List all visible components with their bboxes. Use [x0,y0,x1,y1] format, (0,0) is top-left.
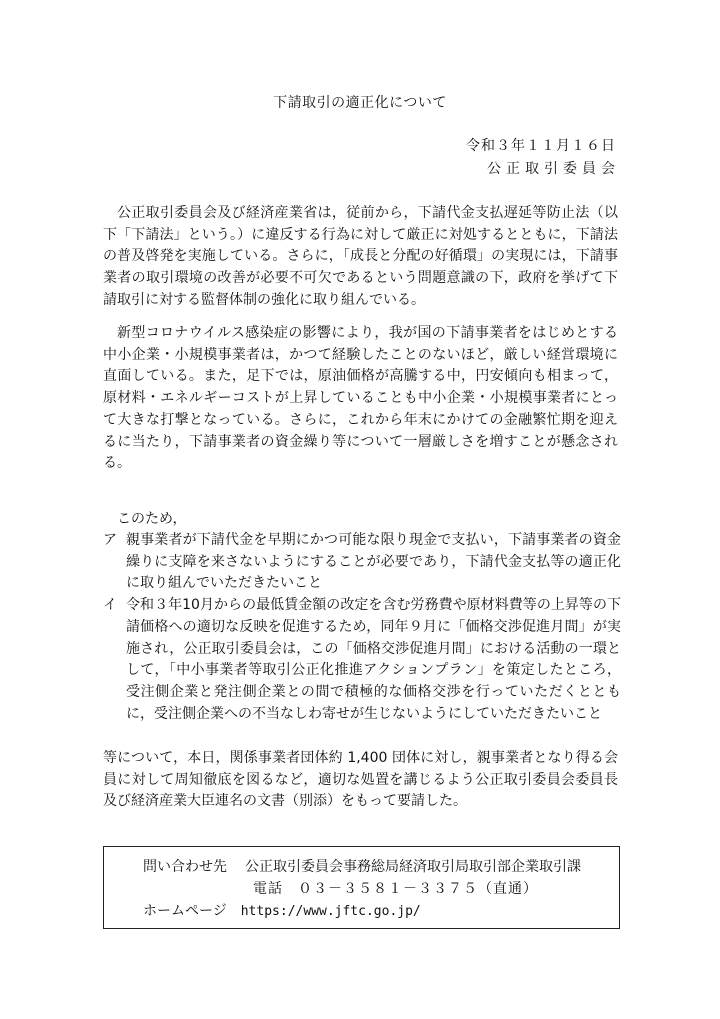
list-item-mark: イ [103,597,117,614]
homepage-link[interactable]: https://www.jftc.go.jp/ [240,904,421,919]
contact-phone: 電話 ０３－３５８１－３３７５（直通） [253,881,538,897]
document-title: 下請取引の適正化について [273,95,447,111]
contact-department: 公正取引委員会事務総局経済取引局取引部企業取引課 [245,859,581,875]
list-item-text: 親事業者が下請代金を早期にかつ可能な限り現金で支払い，下請事業者の資金繰りに支障を来さないようにすることが必要であり，下請代金支払等の適正化に取り組んでいただきたいこと [126,532,621,592]
contact-box [103,846,620,929]
request-list [103,530,621,725]
issuing-organization: 公正取引委員会 [487,161,620,177]
list-item-text: 令和３年10月からの最低賃金額の改定を含む労務費や原材料費等の上昇等の下請価格への適切な反映を促進するため，同年９月に「価格交渉促進月間」が実施され，公正取引委員会は，この「価格交渉促進月間」における活動の一環として，「中小事業者等取引公正化推進アクションプラン」を策定したところ，受注側企業と発注側企業との間で積極的な価格交渉を行っていただくとともに，受注側企業への不当なしわ寄せが生じないようにしていただきたいこと [126,597,621,722]
contact-label: 問い合わせ先 [143,859,227,875]
list-item [103,530,621,595]
list-item-mark: ア [103,532,117,548]
document-date: 令和３年１１月１６日 [466,138,616,154]
paragraph-3: このため， [117,511,187,527]
list-item [103,595,621,725]
homepage-label: ホームページ [143,903,227,919]
paragraph-4: 等について，本日，関係事業者団体約 1,400 団体に対し，親事業者となり得る会員に対して周知徹底を図るなど，適切な処置を講じるよう公正取引委員会委員長及び経済産業大臣連名の文書（別添）をもって要請した。 [103,750,618,810]
contact-row-homepage [143,901,421,922]
paragraph-2: 新型コロナウイルス感染症の影響により，我が国の下請事業者をはじめとする中小企業・小規模事業者は，かつて経験したことのないほど，厳しい経営環境に直面している。また，足下では，原油価格が高騰する中，円安傾向も相まって，原材料・エネルギーコストが上昇していることも中小企業・小規模事業者にとって大きな打撃となっている。さらに，これから年末にかけての金融繁忙期を迎えるに当たり，下請事業者の資金繰り等について一層厳しさを増すことが懸念される。 [103,325,618,472]
paragraph-1: 公正取引委員会及び経済産業省は，従前から，下請代金支払遅延等防止法（以下「下請法」という。）に違反する行為に対して厳正に対処するとともに，下請法の普及啓発を実施している。さらに，「成長と分配の好循環」の実現には，下請事業者の取引環境の改善が必要不可欠であるという問題意識の下，政府を挙げて下請取引に対する監督体制の強化に取り組んでいる。 [103,205,618,308]
contact-row-department [143,857,581,877]
